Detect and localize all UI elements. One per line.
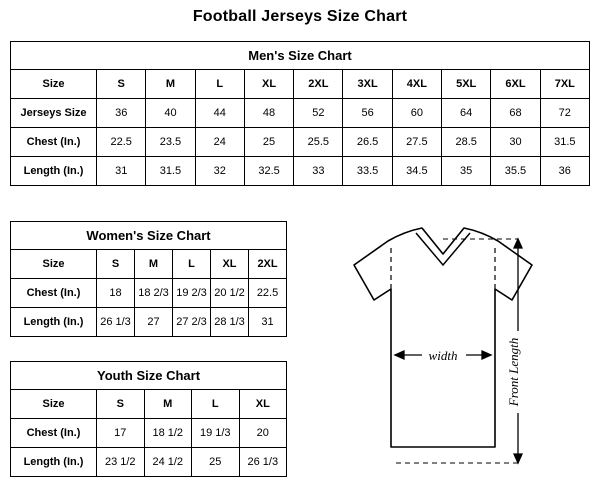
cell: 26.5 [343,128,392,157]
youth-size-table [10,361,287,477]
womens-row-label-chest: Chest (In.) [11,279,97,308]
mens-col-4xl: 4XL [392,70,441,99]
cell: 44 [195,99,244,128]
cell: 22.5 [249,279,287,308]
mens-caption: Men's Size Chart [11,42,590,70]
mens-col-xl: XL [244,70,293,99]
mens-row-label-length: Length (In.) [11,157,97,186]
cell: 27 [135,308,173,337]
cell: 28.5 [442,128,491,157]
womens-col-m: M [135,250,173,279]
womens-caption: Women's Size Chart [11,222,287,250]
cell: 60 [392,99,441,128]
cell: 24 1/2 [144,448,192,477]
cell: 25 [244,128,293,157]
cell: 20 [239,419,287,448]
cell: 32 [195,157,244,186]
table-row [11,308,287,337]
cell: 31.5 [146,157,195,186]
cell: 18 1/2 [144,419,192,448]
jersey-measurement-diagram [296,221,590,479]
cell: 24 [195,128,244,157]
table-row [11,128,590,157]
womens-col-l: L [173,250,211,279]
cell: 30 [491,128,540,157]
cell: 18 2/3 [135,279,173,308]
mens-col-6xl: 6XL [491,70,540,99]
cell: 72 [540,99,589,128]
youth-col-l: L [192,390,240,419]
mens-col-3xl: 3XL [343,70,392,99]
cell: 40 [146,99,195,128]
table-header-row [11,390,287,419]
cell: 32.5 [244,157,293,186]
cell: 22.5 [97,128,146,157]
cell: 36 [540,157,589,186]
table-header-row [11,250,287,279]
mens-col-s: S [97,70,146,99]
cell: 19 2/3 [173,279,211,308]
cell: 25 [192,448,240,477]
table-caption-row [11,362,287,390]
mens-row-header-label: Size [11,70,97,99]
cell: 31 [97,157,146,186]
cell: 26 1/3 [97,308,135,337]
mens-col-l: L [195,70,244,99]
cell: 56 [343,99,392,128]
cell: 68 [491,99,540,128]
table-caption-row [11,42,590,70]
table-header-row [11,70,590,99]
youth-caption: Youth Size Chart [11,362,287,390]
mens-col-m: M [146,70,195,99]
womens-col-2xl: 2XL [249,250,287,279]
cell: 19 1/3 [192,419,240,448]
mens-size-chart [10,41,590,186]
womens-col-s: S [97,250,135,279]
cell: 52 [294,99,343,128]
cell: 34.5 [392,157,441,186]
front-length-label: Front Length [506,337,521,407]
table-row [11,448,287,477]
cell: 48 [244,99,293,128]
youth-row-label-length: Length (In.) [11,448,97,477]
cell: 31.5 [540,128,589,157]
cell: 20 1/2 [211,279,249,308]
cell: 31 [249,308,287,337]
youth-size-chart [10,361,286,477]
mens-row-label-chest: Chest (In.) [11,128,97,157]
cell: 27 2/3 [173,308,211,337]
mens-col-2xl: 2XL [294,70,343,99]
womens-row-label-length: Length (In.) [11,308,97,337]
youth-col-s: S [97,390,145,419]
youth-col-xl: XL [239,390,287,419]
mens-col-7xl: 7XL [540,70,589,99]
table-row [11,157,590,186]
cell: 35.5 [491,157,540,186]
cell: 27.5 [392,128,441,157]
table-row [11,279,287,308]
mens-size-table [10,41,590,186]
mens-col-5xl: 5XL [442,70,491,99]
mens-row-label-jerseys-size: Jerseys Size [11,99,97,128]
cell: 23.5 [146,128,195,157]
womens-col-xl: XL [211,250,249,279]
womens-size-chart [10,221,286,337]
youth-col-m: M [144,390,192,419]
cell: 35 [442,157,491,186]
cell: 18 [97,279,135,308]
cell: 28 1/3 [211,308,249,337]
youth-row-header-label: Size [11,390,97,419]
youth-row-label-chest: Chest (In.) [11,419,97,448]
width-label: width [428,348,458,363]
cell: 26 1/3 [239,448,287,477]
womens-size-table [10,221,287,337]
jersey-outline-icon [354,228,532,447]
cell: 33 [294,157,343,186]
table-row [11,99,590,128]
cell: 23 1/2 [97,448,145,477]
cell: 33.5 [343,157,392,186]
cell: 36 [97,99,146,128]
table-row [11,419,287,448]
cell: 25.5 [294,128,343,157]
womens-row-header-label: Size [11,250,97,279]
table-caption-row [11,222,287,250]
cell: 64 [442,99,491,128]
cell: 17 [97,419,145,448]
page-title: Football Jerseys Size Chart [192,8,408,25]
